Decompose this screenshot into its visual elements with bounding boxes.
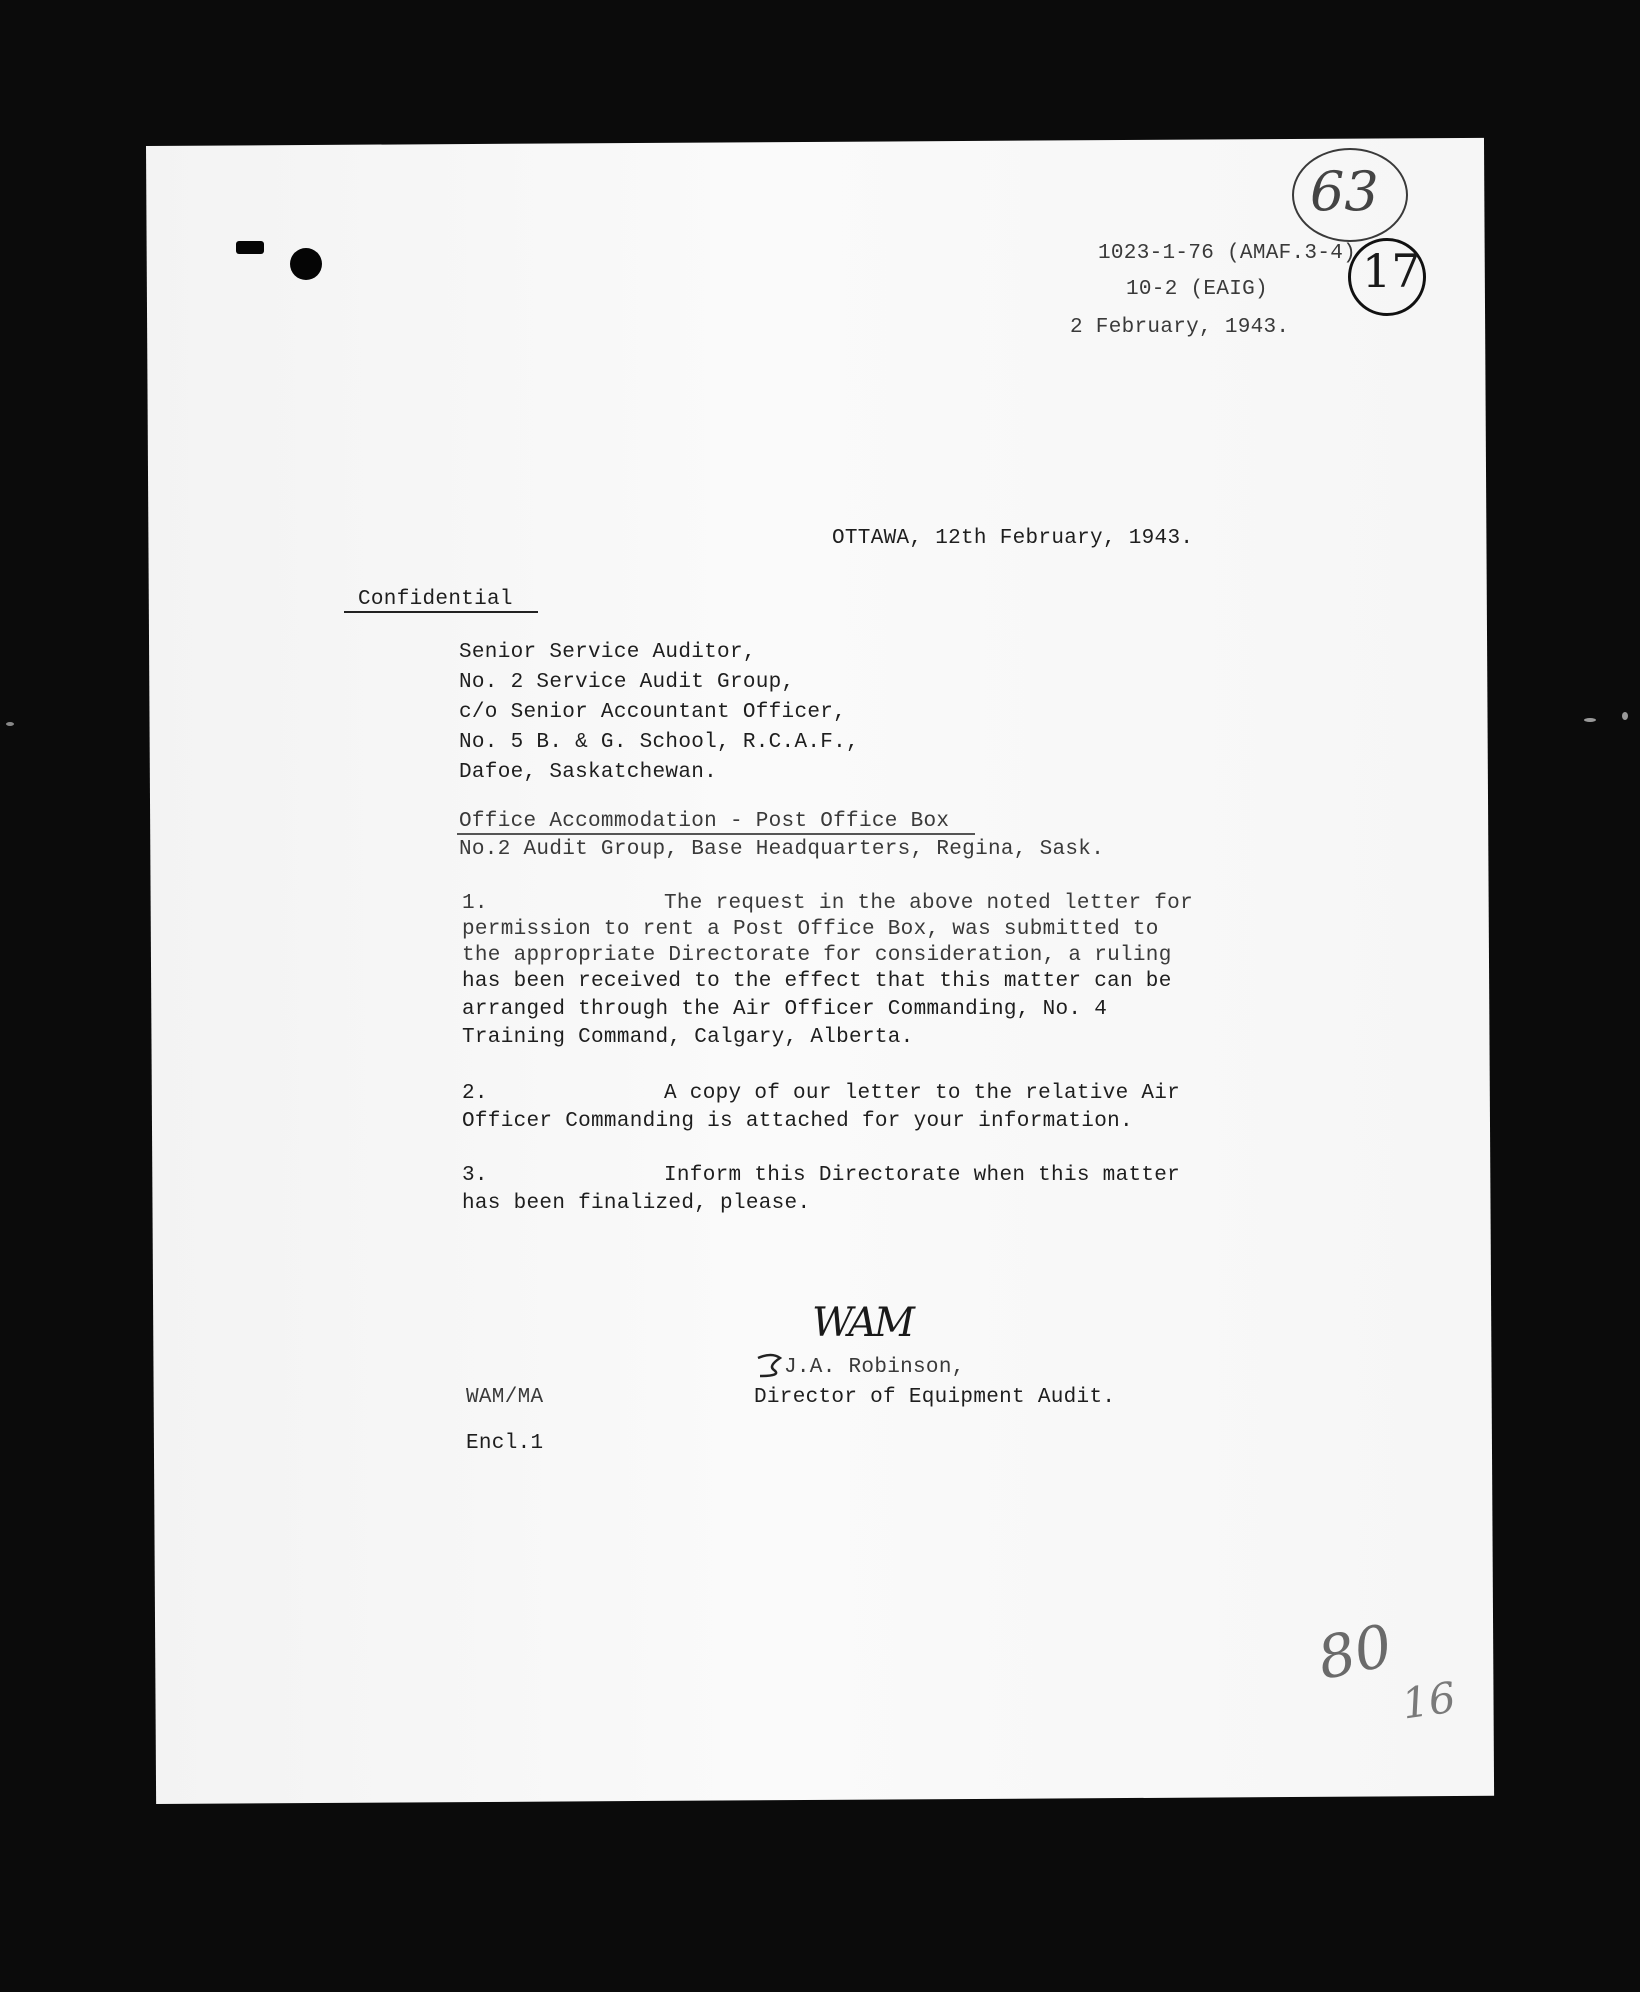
addressee-line: c/o Senior Accountant Officer, (459, 701, 847, 724)
signatory-name: J.A. Robinson, (784, 1356, 965, 1379)
paragraph-number: 2. (462, 1082, 488, 1105)
paragraph-number: 3. (462, 1164, 488, 1187)
circled-annotation-top-text: 63 (1310, 160, 1379, 223)
paragraph-line: permission to rent a Post Office Box, was submitted to (462, 918, 1159, 941)
paragraph-line: A copy of our letter to the relative Air (664, 1082, 1181, 1105)
handwritten-signature: WAM (812, 1300, 912, 1346)
enclosure-note: Encl.1 (466, 1432, 544, 1455)
paragraph-line: arranged through the Air Officer Commanding, No. 4 (462, 998, 1108, 1021)
addressee-line: No. 2 Service Audit Group, (459, 671, 795, 694)
addressee-line: Dafoe, Saskatchewan. (459, 761, 718, 784)
paragraph-line: Officer Commanding is attached for your information. (462, 1110, 1133, 1133)
paragraph-line: has been received to the effect that this matter can be (462, 970, 1172, 993)
paragraph-line: Inform this Directorate when this matter (664, 1164, 1181, 1187)
addressee-line: No. 5 B. & G. School, R.C.A.F., (459, 731, 859, 754)
place-and-date: OTTAWA, 12th February, 1943. (832, 527, 1194, 550)
paragraph-number: 1. (462, 892, 488, 915)
file-reference-1: 1023-1-76 (AMAF.3-4) (1098, 242, 1357, 265)
subject-line-2: No.2 Audit Group, Base Headquarters, Regina, Sask. (459, 838, 1105, 861)
paragraph-line: Training Command, Calgary, Alberta. (462, 1026, 914, 1049)
paragraph-line: the appropriate Directorate for consideration, a ruling (462, 944, 1172, 967)
classification-underline (344, 611, 538, 613)
typist-reference: WAM/MA (466, 1386, 544, 1409)
margin-speck (1584, 718, 1596, 722)
reference-date: 2 February, 1943. (1070, 316, 1290, 339)
pencil-mark-80: 80 (1311, 1611, 1399, 1693)
pencil-mark-16: 16 (1398, 1672, 1459, 1729)
circled-annotation-number-text: 17 (1362, 244, 1421, 298)
margin-speck (6, 722, 14, 726)
file-reference-2: 10-2 (EAIG) (1126, 278, 1268, 301)
punch-hole (290, 248, 322, 280)
subject-line: Office Accommodation - Post Office Box (459, 810, 950, 833)
paragraph-line: The request in the above noted letter for (664, 892, 1193, 915)
paragraph-line: has been finalized, please. (462, 1192, 811, 1215)
punch-hole-mark (236, 241, 264, 254)
signatory-title: Director of Equipment Audit. (754, 1386, 1116, 1409)
classification-label: Confidential (358, 588, 513, 611)
addressee-line: Senior Service Auditor, (459, 641, 756, 664)
margin-speck (1622, 712, 1628, 720)
